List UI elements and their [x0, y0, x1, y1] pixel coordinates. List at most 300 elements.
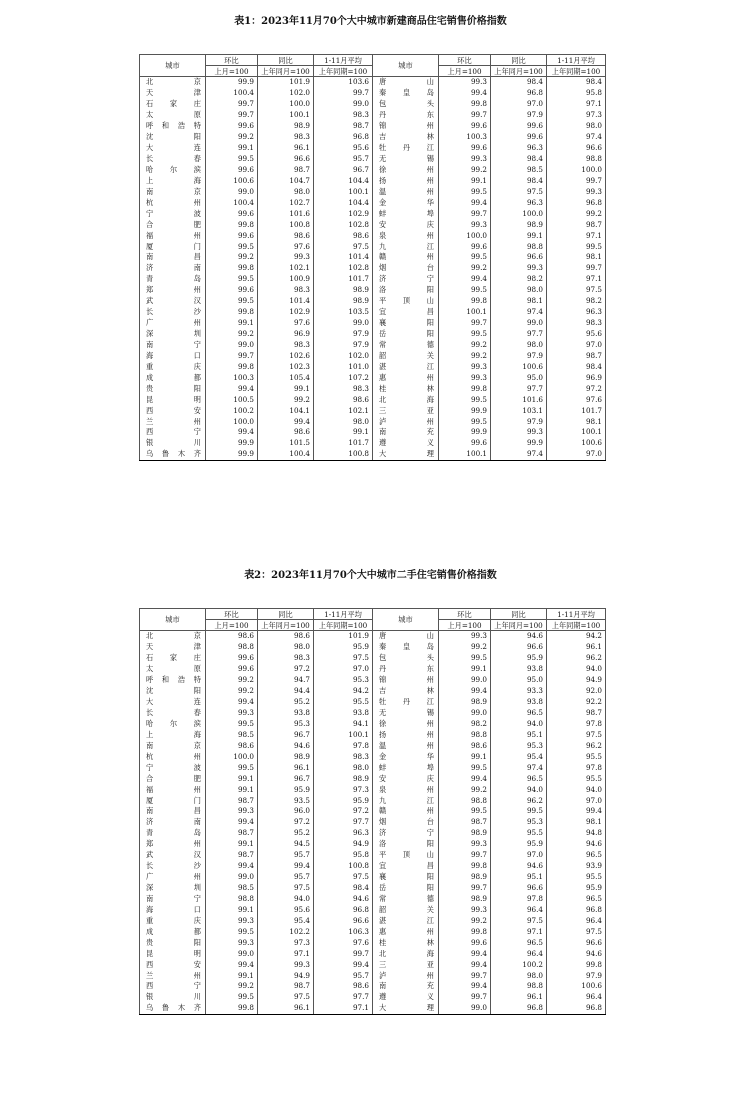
mom-cell: 98.9 [439, 894, 491, 905]
table-row [140, 416, 606, 427]
avg-cell: 95.7 [314, 970, 373, 981]
avg-cell: 94.0 [547, 664, 606, 675]
table-row [140, 449, 606, 460]
header-yoy-base: 上年同月=100 [258, 620, 314, 631]
mom-cell: 99.4 [439, 948, 491, 959]
table-row [140, 197, 606, 208]
avg-cell: 96.1 [547, 642, 606, 653]
city-cell: 烟 台 [373, 263, 439, 274]
yoy-cell: 101.6 [258, 208, 314, 219]
yoy-cell: 93.5 [258, 795, 314, 806]
mom-cell: 99.7 [206, 99, 258, 110]
yoy-cell: 97.9 [491, 350, 547, 361]
mom-cell: 99.0 [206, 872, 258, 883]
header-mom-base: 上月=100 [439, 66, 491, 77]
avg-cell: 101.7 [314, 438, 373, 449]
mom-cell: 99.4 [206, 817, 258, 828]
yoy-cell: 95.7 [258, 850, 314, 861]
mom-cell: 99.7 [439, 850, 491, 861]
mom-cell: 99.6 [206, 165, 258, 176]
avg-cell: 96.8 [314, 132, 373, 143]
yoy-cell: 97.5 [491, 186, 547, 197]
table-row [140, 307, 606, 318]
city-cell: 南 京 [140, 186, 206, 197]
mom-cell: 100.3 [439, 132, 491, 143]
header-mom-base: 上月=100 [206, 66, 258, 77]
yoy-cell: 100.2 [491, 959, 547, 970]
avg-cell: 98.0 [314, 762, 373, 773]
avg-cell: 95.5 [547, 872, 606, 883]
table1-body [140, 77, 606, 461]
avg-cell: 96.6 [547, 937, 606, 948]
mom-cell: 99.2 [206, 675, 258, 686]
table-row [140, 154, 606, 165]
avg-cell: 99.4 [314, 959, 373, 970]
yoy-cell: 96.0 [258, 806, 314, 817]
table-row [140, 186, 606, 197]
yoy-cell: 96.5 [491, 773, 547, 784]
mom-cell: 99.5 [206, 274, 258, 285]
avg-cell: 98.8 [547, 154, 606, 165]
yoy-cell: 96.3 [491, 143, 547, 154]
yoy-cell: 99.3 [491, 263, 547, 274]
mom-cell: 99.5 [439, 394, 491, 405]
avg-cell: 94.9 [547, 675, 606, 686]
yoy-cell: 95.9 [258, 784, 314, 795]
city-cell: 福 州 [140, 784, 206, 795]
yoy-cell: 93.8 [491, 697, 547, 708]
yoy-cell: 100.8 [258, 219, 314, 230]
yoy-cell: 99.1 [258, 383, 314, 394]
mom-cell: 100.5 [206, 394, 258, 405]
avg-cell: 95.6 [314, 143, 373, 154]
yoy-cell: 98.3 [258, 132, 314, 143]
mom-cell: 99.8 [206, 361, 258, 372]
yoy-cell: 98.4 [491, 154, 547, 165]
mom-cell: 100.4 [206, 197, 258, 208]
city-cell: 襄 阳 [373, 872, 439, 883]
mom-cell: 99.2 [206, 686, 258, 697]
city-cell: 沈 阳 [140, 686, 206, 697]
mom-cell: 99.5 [439, 653, 491, 664]
yoy-cell: 94.7 [258, 675, 314, 686]
mom-cell: 98.5 [206, 883, 258, 894]
header-avg-base: 上年同期=100 [314, 620, 373, 631]
mom-cell: 98.2 [439, 719, 491, 730]
table-row [140, 762, 606, 773]
city-cell: 太 原 [140, 664, 206, 675]
avg-cell: 96.5 [547, 850, 606, 861]
city-cell: 吉 林 [373, 132, 439, 143]
avg-cell: 96.5 [547, 894, 606, 905]
table2-body [140, 631, 606, 1015]
mom-cell: 99.9 [206, 449, 258, 460]
city-cell: 杭 州 [140, 197, 206, 208]
city-cell: 哈尔滨 [140, 719, 206, 730]
city-cell: 扬 州 [373, 729, 439, 740]
city-cell: 秦皇岛 [373, 642, 439, 653]
mom-cell: 99.2 [439, 340, 491, 351]
mom-cell: 99.0 [206, 186, 258, 197]
table-row [140, 850, 606, 861]
header-avg-base: 上年同期=100 [547, 620, 606, 631]
avg-cell: 103.6 [314, 77, 373, 88]
mom-cell: 100.0 [206, 751, 258, 762]
avg-cell: 97.8 [547, 719, 606, 730]
yoy-cell: 98.2 [491, 274, 547, 285]
city-cell: 深 圳 [140, 329, 206, 340]
yoy-cell: 94.0 [491, 784, 547, 795]
yoy-cell: 95.5 [491, 828, 547, 839]
city-cell: 丹 东 [373, 664, 439, 675]
yoy-cell: 96.6 [491, 883, 547, 894]
avg-cell: 93.8 [314, 708, 373, 719]
city-cell: 南 宁 [140, 340, 206, 351]
yoy-cell: 100.0 [258, 99, 314, 110]
city-cell: 北 海 [373, 948, 439, 959]
yoy-cell: 95.3 [491, 817, 547, 828]
avg-cell: 100.8 [314, 861, 373, 872]
avg-cell: 97.5 [314, 653, 373, 664]
city-cell: 遵 义 [373, 438, 439, 449]
city-cell: 长 春 [140, 154, 206, 165]
city-cell: 海 口 [140, 904, 206, 915]
yoy-cell: 101.5 [258, 438, 314, 449]
city-cell: 乌鲁木齐 [140, 1003, 206, 1014]
city-cell: 南 昌 [140, 252, 206, 263]
mom-cell: 99.3 [439, 361, 491, 372]
city-cell: 合 肥 [140, 773, 206, 784]
avg-cell: 96.2 [547, 740, 606, 751]
table-row [140, 438, 606, 449]
city-cell: 徐 州 [373, 165, 439, 176]
mom-cell: 99.5 [439, 186, 491, 197]
table-row [140, 784, 606, 795]
city-cell: 洛 阳 [373, 285, 439, 296]
city-cell: 无 锡 [373, 708, 439, 719]
mom-cell: 98.8 [206, 894, 258, 905]
avg-cell: 98.6 [314, 981, 373, 992]
header-avg-base: 上年同期=100 [314, 66, 373, 77]
city-cell: 泉 州 [373, 784, 439, 795]
mom-cell: 99.1 [206, 839, 258, 850]
yoy-cell: 95.3 [491, 740, 547, 751]
yoy-cell: 94.4 [258, 686, 314, 697]
yoy-cell: 99.3 [258, 252, 314, 263]
yoy-cell: 96.4 [491, 948, 547, 959]
city-cell: 湛 江 [373, 915, 439, 926]
city-cell: 南 充 [373, 427, 439, 438]
city-cell: 温 州 [373, 740, 439, 751]
avg-cell: 99.7 [314, 948, 373, 959]
city-cell: 杭 州 [140, 751, 206, 762]
city-cell: 呼和浩特 [140, 121, 206, 132]
table-row [140, 883, 606, 894]
yoy-cell: 98.0 [258, 642, 314, 653]
mom-cell: 99.2 [439, 263, 491, 274]
avg-cell: 101.7 [547, 405, 606, 416]
avg-cell: 98.9 [314, 296, 373, 307]
mom-cell: 99.5 [206, 992, 258, 1003]
header-city: 城市 [373, 55, 439, 77]
mom-cell: 100.2 [206, 405, 258, 416]
yoy-cell: 95.7 [258, 872, 314, 883]
table-row [140, 894, 606, 905]
avg-cell: 97.9 [314, 329, 373, 340]
city-cell: 南 宁 [140, 894, 206, 905]
avg-cell: 95.7 [314, 154, 373, 165]
table-row [140, 175, 606, 186]
mom-cell: 99.5 [439, 762, 491, 773]
city-cell: 哈尔滨 [140, 165, 206, 176]
city-cell: 西 安 [140, 405, 206, 416]
avg-cell: 106.3 [314, 926, 373, 937]
mom-cell: 99.0 [439, 675, 491, 686]
city-cell: 温 州 [373, 186, 439, 197]
mom-cell: 99.6 [439, 937, 491, 948]
mom-cell: 98.8 [439, 729, 491, 740]
yoy-cell: 99.1 [491, 230, 547, 241]
yoy-cell: 99.3 [258, 959, 314, 970]
yoy-cell: 102.0 [258, 88, 314, 99]
table-row [140, 631, 606, 642]
table-row [140, 970, 606, 981]
yoy-cell: 102.2 [258, 926, 314, 937]
header-yoy: 同比 [258, 609, 314, 620]
table-row [140, 241, 606, 252]
table-row [140, 110, 606, 121]
yoy-cell: 98.3 [258, 653, 314, 664]
city-cell: 济 宁 [373, 828, 439, 839]
table-row [140, 427, 606, 438]
mom-cell: 99.4 [206, 427, 258, 438]
city-cell: 武 汉 [140, 296, 206, 307]
avg-cell: 100.1 [547, 427, 606, 438]
city-cell: 常 德 [373, 340, 439, 351]
avg-cell: 98.1 [547, 416, 606, 427]
mom-cell: 99.7 [439, 992, 491, 1003]
mom-cell: 99.7 [206, 350, 258, 361]
yoy-cell: 97.4 [491, 307, 547, 318]
mom-cell: 99.4 [206, 959, 258, 970]
yoy-cell: 97.6 [258, 318, 314, 329]
city-cell: 徐 州 [373, 719, 439, 730]
avg-cell: 99.1 [314, 427, 373, 438]
yoy-cell: 104.1 [258, 405, 314, 416]
avg-cell: 94.8 [547, 828, 606, 839]
city-cell: 湛 江 [373, 361, 439, 372]
header-yoy: 同比 [258, 55, 314, 66]
yoy-cell: 98.6 [258, 230, 314, 241]
city-cell: 惠 州 [373, 926, 439, 937]
table-row [140, 329, 606, 340]
table-row [140, 959, 606, 970]
avg-cell: 97.6 [314, 937, 373, 948]
mom-cell: 99.3 [439, 219, 491, 230]
avg-cell: 98.6 [314, 394, 373, 405]
city-cell: 厦 门 [140, 795, 206, 806]
yoy-cell: 98.0 [491, 970, 547, 981]
table-row [140, 230, 606, 241]
avg-cell: 97.2 [314, 806, 373, 817]
avg-cell: 101.0 [314, 361, 373, 372]
city-cell: 青 岛 [140, 828, 206, 839]
yoy-cell: 102.6 [258, 350, 314, 361]
mom-cell: 99.4 [206, 383, 258, 394]
city-cell: 遵 义 [373, 992, 439, 1003]
table-row [140, 285, 606, 296]
mom-cell: 99.1 [206, 784, 258, 795]
avg-cell: 99.7 [314, 88, 373, 99]
city-cell: 平顶山 [373, 850, 439, 861]
avg-cell: 102.1 [314, 405, 373, 416]
yoy-cell: 97.2 [258, 664, 314, 675]
table-row [140, 642, 606, 653]
yoy-cell: 96.7 [258, 773, 314, 784]
header-yoy: 同比 [491, 609, 547, 620]
yoy-cell: 97.5 [258, 992, 314, 1003]
mom-cell: 99.6 [206, 285, 258, 296]
city-cell: 九 江 [373, 795, 439, 806]
avg-cell: 96.8 [547, 904, 606, 915]
yoy-cell: 95.3 [258, 719, 314, 730]
mom-cell: 99.8 [439, 926, 491, 937]
mom-cell: 98.7 [439, 817, 491, 828]
yoy-cell: 99.5 [491, 806, 547, 817]
yoy-cell: 99.6 [491, 121, 547, 132]
mom-cell: 100.0 [439, 230, 491, 241]
city-cell: 大 理 [373, 1003, 439, 1014]
mom-cell: 99.5 [206, 719, 258, 730]
avg-cell: 104.4 [314, 197, 373, 208]
mom-cell: 99.7 [439, 883, 491, 894]
city-cell: 重 庆 [140, 361, 206, 372]
yoy-cell: 97.5 [491, 915, 547, 926]
table-row [140, 372, 606, 383]
yoy-cell: 95.4 [258, 915, 314, 926]
avg-cell: 94.0 [547, 784, 606, 795]
avg-cell: 93.9 [547, 861, 606, 872]
table-row [140, 664, 606, 675]
city-cell: 南 充 [373, 981, 439, 992]
city-cell: 石家庄 [140, 653, 206, 664]
yoy-cell: 98.1 [491, 296, 547, 307]
avg-cell: 98.2 [547, 296, 606, 307]
yoy-cell: 100.0 [491, 208, 547, 219]
table1 [139, 54, 606, 461]
mom-cell: 99.7 [439, 208, 491, 219]
city-cell: 安 庆 [373, 219, 439, 230]
yoy-cell: 96.1 [258, 1003, 314, 1014]
header-avg: 1-11月平均 [314, 55, 373, 66]
header-mom: 环比 [206, 609, 258, 620]
table-row [140, 926, 606, 937]
yoy-cell: 93.8 [258, 708, 314, 719]
avg-cell: 97.7 [314, 817, 373, 828]
avg-cell: 98.7 [547, 708, 606, 719]
avg-cell: 95.9 [314, 795, 373, 806]
yoy-cell: 102.7 [258, 197, 314, 208]
yoy-cell: 102.9 [258, 307, 314, 318]
city-cell: 岳 阳 [373, 883, 439, 894]
avg-cell: 94.2 [314, 686, 373, 697]
table2-block [139, 568, 602, 1015]
mom-cell: 99.5 [439, 806, 491, 817]
mom-cell: 99.0 [206, 948, 258, 959]
yoy-cell: 98.3 [258, 285, 314, 296]
avg-cell: 99.2 [547, 208, 606, 219]
mom-cell: 99.6 [206, 664, 258, 675]
table-row [140, 219, 606, 230]
avg-cell: 97.3 [314, 784, 373, 795]
city-cell: 成 都 [140, 372, 206, 383]
table-row [140, 992, 606, 1003]
avg-cell: 100.6 [547, 981, 606, 992]
city-cell: 桂 林 [373, 937, 439, 948]
avg-cell: 96.2 [547, 653, 606, 664]
table-row [140, 828, 606, 839]
avg-cell: 100.8 [314, 449, 373, 460]
mom-cell: 99.6 [206, 230, 258, 241]
city-cell: 兰 州 [140, 970, 206, 981]
header-mom-base: 上月=100 [206, 620, 258, 631]
city-cell: 牡丹江 [373, 143, 439, 154]
yoy-cell: 99.4 [258, 416, 314, 427]
table-row [140, 394, 606, 405]
city-cell: 赣 州 [373, 252, 439, 263]
table-row [140, 817, 606, 828]
city-cell: 丹 东 [373, 110, 439, 121]
city-cell: 泉 州 [373, 230, 439, 241]
yoy-cell: 95.1 [491, 729, 547, 740]
yoy-cell: 96.9 [258, 329, 314, 340]
avg-cell: 102.8 [314, 263, 373, 274]
avg-cell: 94.6 [547, 839, 606, 850]
yoy-cell: 94.9 [258, 970, 314, 981]
mom-cell: 99.2 [439, 165, 491, 176]
avg-cell: 98.9 [314, 773, 373, 784]
yoy-cell: 99.2 [258, 394, 314, 405]
avg-cell: 97.5 [547, 926, 606, 937]
yoy-cell: 97.9 [491, 110, 547, 121]
mom-cell: 99.5 [439, 416, 491, 427]
city-cell: 锦 州 [373, 121, 439, 132]
table-row [140, 981, 606, 992]
city-cell: 安 庆 [373, 773, 439, 784]
avg-cell: 95.8 [547, 88, 606, 99]
table-row [140, 729, 606, 740]
city-cell: 太 原 [140, 110, 206, 121]
city-cell: 金 华 [373, 751, 439, 762]
city-cell: 无 锡 [373, 154, 439, 165]
yoy-cell: 98.3 [258, 340, 314, 351]
mom-cell: 99.2 [206, 329, 258, 340]
table-row [140, 708, 606, 719]
avg-cell: 100.6 [547, 438, 606, 449]
yoy-cell: 98.9 [258, 121, 314, 132]
avg-cell: 98.3 [314, 110, 373, 121]
city-cell: 金 华 [373, 197, 439, 208]
mom-cell: 100.0 [206, 416, 258, 427]
mom-cell: 99.3 [206, 915, 258, 926]
mom-cell: 99.8 [206, 1003, 258, 1014]
table-row [140, 795, 606, 806]
city-cell: 南 昌 [140, 806, 206, 817]
city-cell: 深 圳 [140, 883, 206, 894]
city-cell: 大 连 [140, 697, 206, 708]
city-cell: 蚌 埠 [373, 208, 439, 219]
avg-cell: 96.8 [547, 197, 606, 208]
